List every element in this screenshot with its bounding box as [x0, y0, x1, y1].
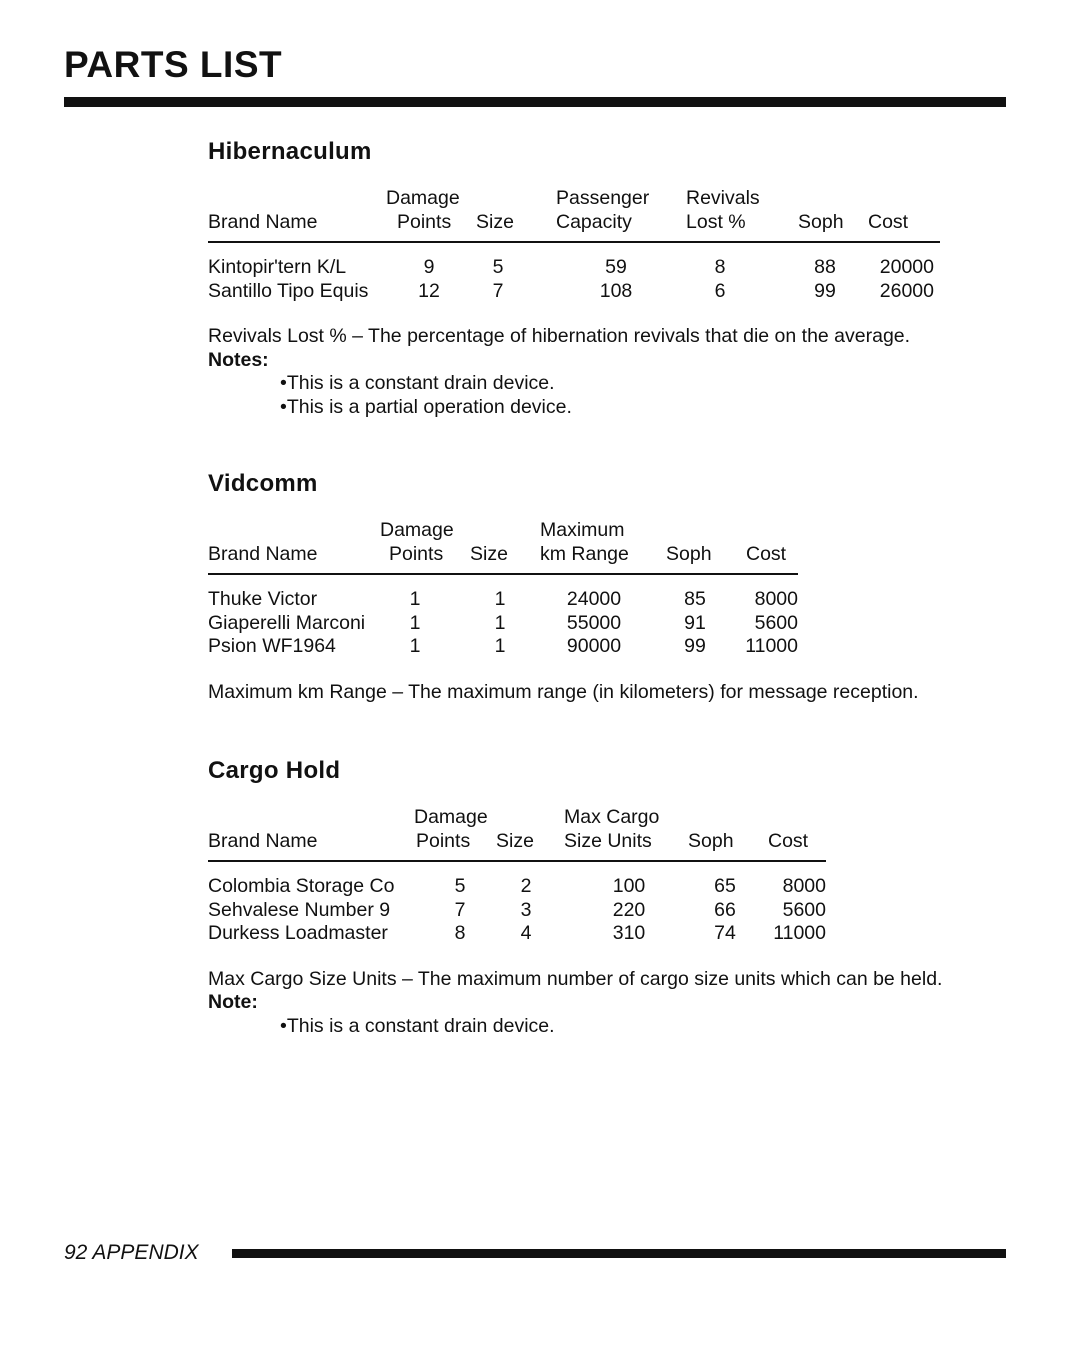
column-header: Maximum: [540, 519, 625, 541]
points-cell: 12: [418, 279, 440, 302]
cargo-hold-table: [208, 805, 826, 946]
page-footer: 92 APPENDIX: [64, 1241, 199, 1264]
table-row: [208, 899, 826, 923]
column-header: Cost: [732, 542, 798, 574]
capacity-cell: 108: [599, 279, 633, 302]
cost-cell: 11000: [745, 635, 798, 657]
cargo-units-cell: 310: [612, 922, 646, 944]
size-cell: 1: [494, 635, 506, 657]
column-header: Soph: [686, 829, 762, 861]
brand-cell: Kintopir'tern K/L: [208, 256, 347, 278]
column-header: Damage: [386, 187, 460, 209]
column-header: [732, 518, 798, 542]
table-row: [208, 256, 940, 280]
brand-cell: Psion WF1964: [208, 635, 336, 657]
table-row: [208, 588, 798, 612]
page-title: PARTS LIST: [64, 44, 283, 85]
column-header: Size: [460, 542, 530, 574]
soph-cell: 88: [814, 256, 836, 278]
column-header: [860, 186, 940, 210]
table-row: [208, 280, 940, 304]
soph-cell: 74: [714, 922, 736, 944]
brand-cell: Thuke Victor: [208, 588, 318, 610]
column-header: Cost: [860, 210, 940, 242]
column-header: Max Cargo: [564, 806, 660, 828]
column-header: [686, 805, 762, 829]
cost-cell: 5600: [754, 611, 798, 634]
brand-cell: Giaperelli Marconi: [208, 611, 366, 634]
points-cell: 5: [454, 875, 466, 897]
soph-cell: 99: [684, 635, 706, 657]
column-header: Passenger: [556, 187, 650, 209]
points-cell: 7: [454, 898, 466, 921]
column-header: Points: [414, 829, 494, 861]
cargo-units-cell: 100: [612, 875, 646, 897]
cost-cell: 5600: [782, 898, 826, 921]
column-header: [208, 518, 380, 542]
column-header: Soph: [780, 210, 860, 242]
hibernaculum-table: [208, 186, 940, 303]
column-header: Lost %: [670, 210, 780, 242]
range-cell: 24000: [566, 588, 622, 610]
section-heading: Vidcomm: [208, 470, 318, 497]
soph-cell: 66: [714, 898, 736, 921]
size-cell: 5: [492, 256, 504, 278]
points-cell: 1: [409, 611, 421, 634]
soph-cell: 91: [684, 611, 706, 634]
notes-label: Note:: [208, 991, 258, 1013]
column-header: Capacity: [542, 210, 670, 242]
footer-rule: [232, 1249, 1006, 1258]
section-heading: Cargo Hold: [208, 757, 341, 784]
capacity-cell: 59: [605, 256, 627, 278]
column-header: Points: [380, 542, 460, 574]
definition-text: Revivals Lost % – The percentage of hibernation revivals that die on the average.: [208, 325, 911, 347]
vidcomm-section: [208, 470, 919, 704]
revivals-lost-cell: 8: [714, 256, 726, 278]
column-header: [494, 805, 558, 829]
range-cell: 90000: [566, 635, 622, 657]
table-row: [208, 875, 826, 899]
table-row: [208, 635, 798, 659]
size-cell: 3: [520, 898, 532, 921]
cost-cell: 8000: [782, 875, 826, 897]
section-heading: Hibernaculum: [208, 138, 372, 165]
column-header: [208, 805, 414, 829]
vidcomm-table: [208, 518, 798, 659]
range-cell: 55000: [566, 611, 622, 634]
points-cell: 9: [423, 256, 435, 278]
column-header: [466, 186, 542, 210]
hibernaculum-section: [208, 138, 940, 419]
column-header: Points: [386, 210, 466, 242]
soph-cell: 85: [684, 588, 706, 610]
size-cell: 1: [494, 611, 506, 634]
cost-cell: 20000: [879, 256, 934, 278]
column-header: Size: [466, 210, 542, 242]
column-header: [460, 518, 530, 542]
size-cell: 7: [492, 279, 504, 302]
definition-text: Maximum km Range – The maximum range (in kilometers) for message reception.: [208, 680, 919, 703]
note-item: •This is a partial operation device.: [280, 395, 572, 418]
soph-cell: 99: [814, 279, 836, 302]
column-header: Damage: [380, 519, 454, 541]
cost-cell: 11000: [773, 922, 826, 944]
definition-text: Max Cargo Size Units – The maximum number of cargo size units which can be held.: [208, 967, 943, 990]
cargo-units-cell: 220: [612, 898, 646, 921]
column-header: [762, 805, 826, 829]
points-cell: 1: [409, 635, 421, 657]
column-header: Size: [494, 829, 558, 861]
column-header: Brand Name: [208, 542, 380, 574]
column-header: Size Units: [558, 829, 686, 861]
column-header: Revivals: [686, 187, 760, 209]
title-rule: [64, 97, 1006, 107]
brand-cell: Santillo Tipo Equis: [208, 279, 369, 302]
column-header: km Range: [530, 542, 648, 574]
column-header: [780, 186, 860, 210]
cost-cell: 8000: [754, 588, 798, 610]
notes-label: Notes:: [208, 348, 269, 371]
column-header: Brand Name: [208, 210, 386, 242]
note-item: •This is a constant drain device.: [280, 1014, 555, 1037]
size-cell: 1: [494, 588, 506, 610]
brand-cell: Sehvalese Number 9: [208, 898, 391, 921]
soph-cell: 65: [714, 875, 736, 897]
table-row: [208, 612, 798, 636]
column-header: [208, 186, 386, 210]
points-cell: 1: [409, 588, 421, 610]
column-header: [648, 518, 732, 542]
size-cell: 4: [520, 922, 532, 944]
cost-cell: 26000: [879, 279, 934, 302]
size-cell: 2: [520, 875, 532, 897]
cargo-hold-section: [208, 757, 942, 1038]
revivals-lost-cell: 6: [714, 279, 726, 302]
column-header: Brand Name: [208, 829, 414, 861]
column-header: Soph: [648, 542, 732, 574]
brand-cell: Colombia Storage Co: [208, 875, 395, 897]
column-header: Damage: [414, 806, 488, 828]
points-cell: 8: [454, 922, 466, 944]
brand-cell: Durkess Loadmaster: [208, 922, 388, 944]
note-item: •This is a constant drain device.: [280, 372, 555, 394]
table-row: [208, 922, 826, 946]
column-header: Cost: [762, 829, 826, 861]
